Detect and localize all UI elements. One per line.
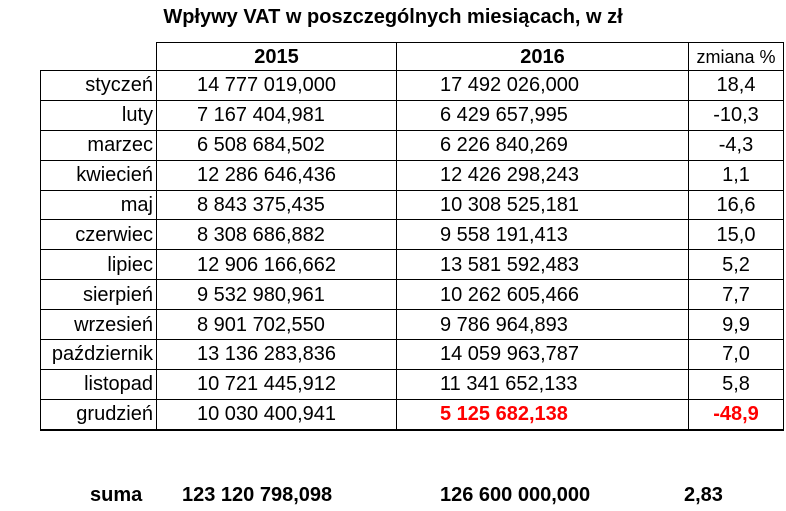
value-2015-cell: 12 906 166,662 [157,250,397,280]
header-2016: 2016 [397,43,689,71]
change-cell: -10,3 [689,100,784,130]
month-cell: listopad [41,369,157,399]
table-row [41,100,784,130]
sum-row [0,483,786,507]
vat-table-body [41,43,784,430]
table-row [41,399,784,429]
value-2015-cell: 8 308 686,882 [157,220,397,250]
value-2016-cell: 6 429 657,995 [397,100,689,130]
sum-2015: 123 120 798,098 [182,484,333,506]
value-2016-cell: 10 262 605,466 [397,280,689,310]
value-2016-cell: 6 226 840,269 [397,130,689,160]
table-row [41,340,784,370]
sum-change: 2,83 [684,484,723,506]
month-cell: marzec [41,130,157,160]
month-cell: lipiec [41,250,157,280]
table-row [41,220,784,250]
table-row [41,280,784,310]
change-cell: 9,9 [689,310,784,340]
table-row [41,71,784,101]
value-2015-cell: 14 777 019,000 [157,71,397,101]
table-row [41,130,784,160]
change-cell: 7,0 [689,340,784,370]
value-2016-cell: 13 581 592,483 [397,250,689,280]
value-2015-cell: 7 167 404,981 [157,100,397,130]
table-row [41,369,784,399]
change-cell: 7,7 [689,280,784,310]
value-2016-cell: 11 341 652,133 [397,369,689,399]
table-row [41,190,784,220]
value-2015-cell: 8 843 375,435 [157,190,397,220]
table-row [41,310,784,340]
header-2015: 2015 [157,43,397,71]
value-2016-cell: 9 558 191,413 [397,220,689,250]
value-2015-cell: 13 136 283,836 [157,340,397,370]
value-2015-cell: 9 532 980,961 [157,280,397,310]
header-blank-cell [41,43,157,71]
value-2016-cell: 10 308 525,181 [397,190,689,220]
value-2016-cell: 9 786 964,893 [397,310,689,340]
value-2015-cell: 10 030 400,941 [157,399,397,429]
value-2015-cell: 6 508 684,502 [157,130,397,160]
value-2015-cell: 12 286 646,436 [157,160,397,190]
month-cell: październik [41,340,157,370]
value-2016-cell: 12 426 298,243 [397,160,689,190]
month-cell: luty [41,100,157,130]
sum-label: suma [90,484,143,506]
month-cell: maj [41,190,157,220]
value-2015-cell: 8 901 702,550 [157,310,397,340]
change-cell: 1,1 [689,160,784,190]
change-cell: 5,8 [689,369,784,399]
sum-2016: 126 600 000,000 [440,484,591,506]
month-cell: wrzesień [41,310,157,340]
value-2016-cell: 17 492 026,000 [397,71,689,101]
month-cell: kwiecień [41,160,157,190]
change-cell: 15,0 [689,220,784,250]
page-title: Wpływy VAT w poszczególnych miesiącach, w zł [163,6,623,28]
table-row [41,160,784,190]
month-cell: styczeń [41,71,157,101]
header-change: zmiana % [689,43,784,71]
change-cell: -48,9 [689,399,784,429]
change-cell: 18,4 [689,71,784,101]
value-2015-cell: 10 721 445,912 [157,369,397,399]
change-cell: -4,3 [689,130,784,160]
month-cell: grudzień [41,399,157,429]
month-cell: czerwiec [41,220,157,250]
vat-table [40,42,784,431]
change-cell: 5,2 [689,250,784,280]
table-row [41,250,784,280]
change-cell: 16,6 [689,190,784,220]
month-cell: sierpień [41,280,157,310]
value-2016-cell: 14 059 963,787 [397,340,689,370]
table-header-row [41,43,784,71]
value-2016-cell: 5 125 682,138 [397,399,689,429]
